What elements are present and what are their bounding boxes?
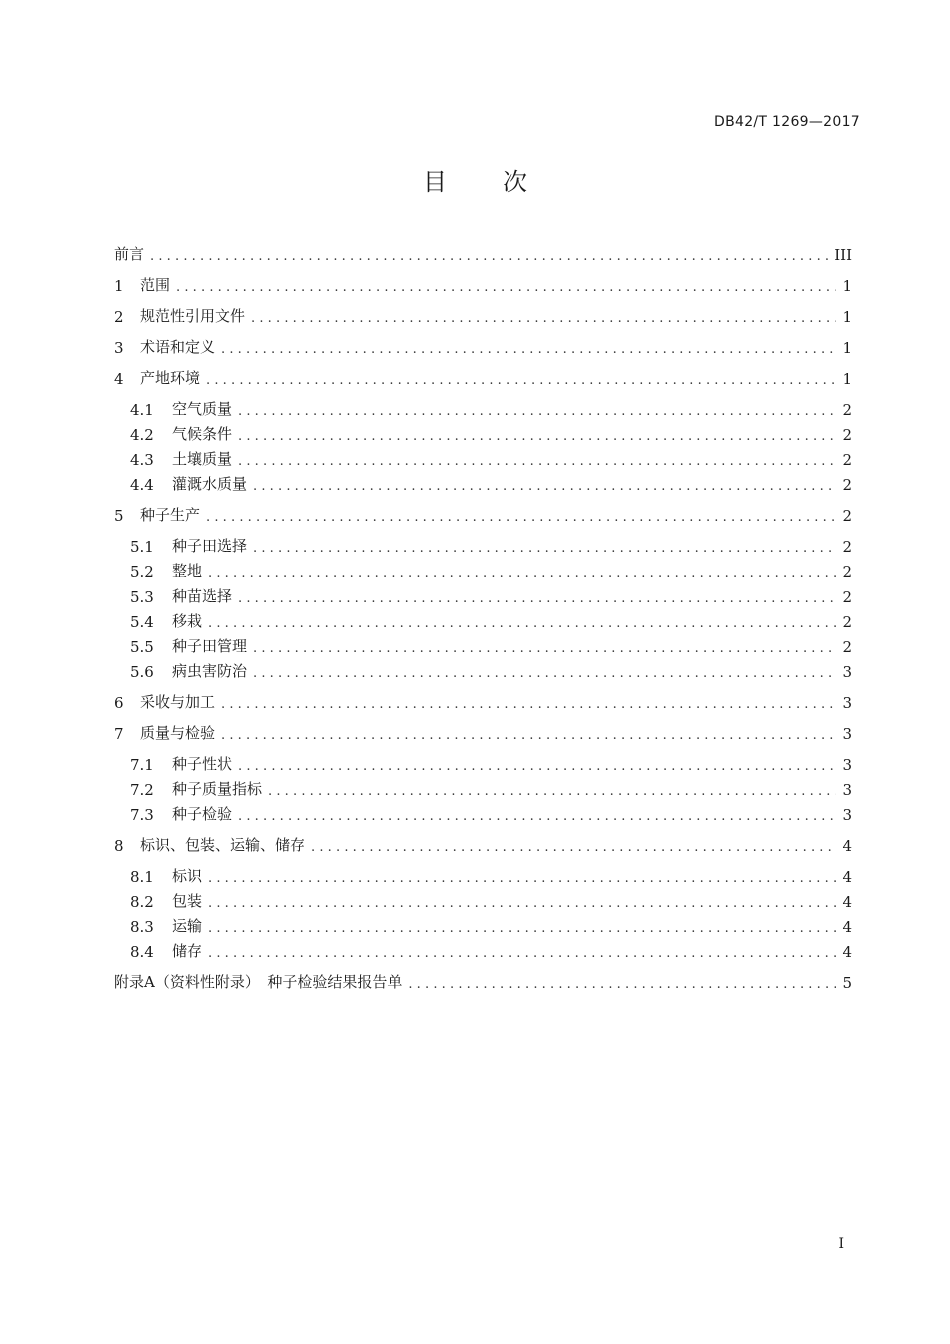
toc-entry-leader [238,454,836,469]
toc-entry-leader [253,641,836,656]
toc-entry[interactable] [114,721,852,743]
toc-entry-page: 2 [842,476,852,494]
toc-entry[interactable] [130,534,852,556]
toc-entry[interactable] [130,609,852,631]
toc-entry[interactable] [130,864,852,886]
toc-entry[interactable] [130,752,852,774]
toc-entry-page: 1 [842,370,852,388]
toc-entry-leader [150,249,828,264]
toc-title-left: 目 [423,168,447,196]
toc-entry[interactable] [130,559,852,581]
toc-entry-leader [238,591,836,606]
toc-entry-number: 1 [114,277,124,295]
toc-entry-number: 8.3 [130,918,154,936]
toc-entry-page: 3 [842,725,852,743]
toc-entry-page: 2 [842,451,852,469]
toc-entry-label: 种子田选择 [172,537,248,555]
toc-entry-label: 灌溉水质量 [172,475,248,493]
toc-entry[interactable] [114,366,852,388]
toc-entry-page: 3 [842,694,852,712]
toc-entry[interactable] [130,889,852,911]
toc-entry-label: 包装 [172,892,203,910]
toc-entry[interactable] [114,335,852,357]
toc-entry-label: 种子性状 [172,755,233,773]
toc-entry-leader [206,510,836,525]
toc-entry-leader [176,280,836,295]
toc-entry-label: 标识 [172,867,203,885]
toc-entry-number: 4.4 [130,476,154,494]
toc-entry-label: 空气质量 [172,400,233,418]
toc-title [0,162,950,197]
toc-entry-number: 2 [114,308,124,326]
toc-entry-leader [408,977,836,992]
toc-entry-label: 产地环境 [140,369,201,387]
toc-entry[interactable] [114,242,852,264]
toc-entry-page: 1 [842,277,852,295]
toc-entry-leader [253,479,836,494]
toc-entry-page: 1 [842,308,852,326]
toc-entry[interactable] [130,802,852,824]
toc-entry-number: 4 [114,370,124,388]
toc-entry-leader [238,809,836,824]
toc-entry-number: 5.2 [130,563,154,581]
toc-entry-label: 附录A（资料性附录） 种子检验结果报告单 [114,973,403,991]
toc-entry-page: 3 [842,756,852,774]
toc-entry[interactable] [130,447,852,469]
toc-entry-label: 种子检验 [172,805,233,823]
toc-entry[interactable] [130,914,852,936]
toc-entry[interactable] [114,690,852,712]
toc-entry-number: 7.1 [130,756,154,774]
toc-entry-number: 8.2 [130,893,154,911]
toc-entry[interactable] [130,584,852,606]
toc-entry-number: 5.4 [130,613,154,631]
toc-entry-page: 2 [842,507,852,525]
toc-entry-page: 2 [842,613,852,631]
toc-entry-page: 2 [842,638,852,656]
toc-entry-label: 前言 [114,245,145,263]
toc-entry-label: 采收与加工 [140,693,216,711]
toc-entry[interactable] [114,833,852,855]
toc-entry-number: 6 [114,694,124,712]
toc-entry[interactable] [114,503,852,525]
toc-entry-page: 4 [842,893,852,911]
toc-entry-page: 2 [842,588,852,606]
toc-entry-label: 标识、包装、运输、储存 [140,836,306,854]
toc-entry-number: 4.2 [130,426,154,444]
toc-title-right: 次 [503,168,527,196]
toc-entry-label: 质量与检验 [140,724,216,742]
toc-entry-leader [208,616,836,631]
toc-entry-label: 气候条件 [172,425,233,443]
toc-entry-leader [208,871,836,886]
toc-entry-number: 5.5 [130,638,154,656]
toc-entry-leader [208,946,836,961]
toc-entry-number: 7.2 [130,781,154,799]
toc-entry-label: 土壤质量 [172,450,233,468]
toc-entry-page: 4 [842,918,852,936]
toc-entry[interactable] [130,659,852,681]
toc-entry-page: 4 [842,837,852,855]
toc-entry-label: 种子质量指标 [172,780,263,798]
toc-entry-leader [221,697,836,712]
toc-entry-page: 4 [842,868,852,886]
toc-entry-number: 3 [114,339,124,357]
toc-entry-leader [208,566,836,581]
toc-entry-label: 移栽 [172,612,203,630]
toc-entry[interactable] [130,472,852,494]
toc-entry[interactable] [130,422,852,444]
toc-entry-page: 3 [842,663,852,681]
toc-entry-label: 种子田管理 [172,637,248,655]
toc-entry-page: 1 [842,339,852,357]
toc-entry[interactable] [130,634,852,656]
toc-entry-leader [221,728,836,743]
toc-entry-leader [208,921,836,936]
toc-entry-page: 2 [842,426,852,444]
toc-entry-page: III [834,246,852,264]
toc-entry-label: 储存 [172,942,203,960]
toc-entry-page: 2 [842,401,852,419]
toc-entry-leader [238,404,836,419]
toc-entry-leader [268,784,836,799]
toc-entry-label: 术语和定义 [140,338,216,356]
toc-entry-page: 3 [842,781,852,799]
toc-entry-number: 7.3 [130,806,154,824]
toc-entry-leader [311,840,836,855]
toc-entry-number: 5.3 [130,588,154,606]
toc-entry-number: 5 [114,507,124,525]
toc-entry-page: 2 [842,563,852,581]
toc-entry-label: 运输 [172,917,203,935]
toc-entry-label: 规范性引用文件 [140,307,246,325]
toc-entry-leader [208,896,836,911]
toc-entry-label: 种子生产 [140,506,201,524]
toc-entry-number: 7 [114,725,124,743]
toc-entry[interactable] [114,273,852,295]
toc-entry-number: 5.1 [130,538,154,556]
toc-entry-page: 4 [842,943,852,961]
toc-entry-label: 整地 [172,562,203,580]
toc-entry[interactable] [114,304,852,326]
toc-entry-leader [221,342,836,357]
toc-entry[interactable] [130,397,852,419]
toc-entry-page: 3 [842,806,852,824]
toc-entry[interactable] [130,939,852,961]
page-number: I [838,1236,844,1252]
toc-entry-label: 种苗选择 [172,587,233,605]
toc-entry-leader [238,759,836,774]
toc-entry-number: 4.1 [130,401,154,419]
toc-entry[interactable] [130,777,852,799]
toc-entry-leader [238,429,836,444]
toc-entry-number: 8.1 [130,868,154,886]
toc-entry-number: 8 [114,837,124,855]
document-code: DB42/T 1269—2017 [714,114,860,130]
toc-entry-leader [206,373,836,388]
toc-entry-number: 4.3 [130,451,154,469]
toc-entry-number: 5.6 [130,663,154,681]
toc-entry-page: 5 [842,974,852,992]
toc-entry-page: 2 [842,538,852,556]
toc-entry[interactable] [114,970,852,992]
toc-entry-label: 范围 [140,276,171,294]
toc-entry-number: 8.4 [130,943,154,961]
toc-entry-leader [253,666,836,681]
toc-entry-leader [253,541,836,556]
toc-entry-label: 病虫害防治 [172,662,248,680]
toc-entry-leader [251,311,836,326]
